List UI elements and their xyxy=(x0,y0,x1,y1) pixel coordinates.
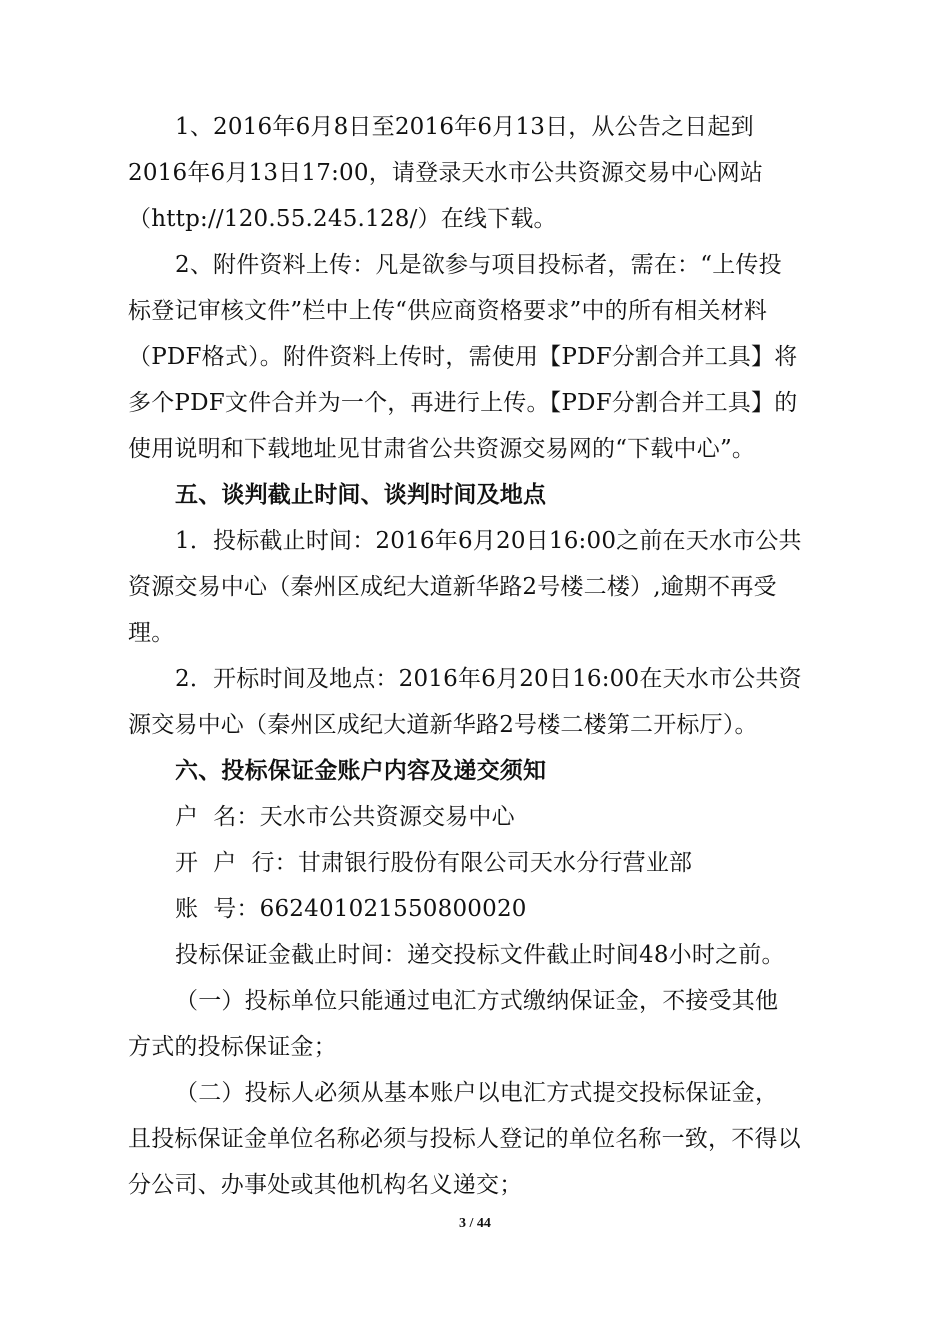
section-5-item-2-line-2: 源交易中心（秦州区成纪大道新华路2号楼二楼第二开标厅）。 xyxy=(128,712,758,738)
paragraph-2-line-5: 使用说明和下载地址见甘肃省公共资源交易网的“下载中心”。 xyxy=(128,436,756,462)
paragraph-2-line-2: 标登记审核文件”栏中上传“供应商资格要求”中的所有相关材料 xyxy=(128,298,768,324)
rule-2-line-1: （二）投标人必须从基本账户以电汇方式提交投标保证金， xyxy=(175,1080,779,1106)
bank-line: 开 户 行：甘肃银行股份有限公司天水分行营业部 xyxy=(175,850,693,876)
paragraph-1-line-1: 1、2016年6月8日至2016年6月13日，从公告之日起到 xyxy=(175,114,754,140)
section-5-item-1-line-1: 1．投标截止时间：2016年6月20日16:00之前在天水市公共 xyxy=(175,528,802,554)
deposit-deadline-line: 投标保证金截止时间：递交投标文件截止时间48小时之前。 xyxy=(175,942,785,968)
section-6-heading: 六、投标保证金账户内容及递交须知 xyxy=(175,757,547,784)
section-5-heading: 五、谈判截止时间、谈判时间及地点 xyxy=(175,481,547,508)
paragraph-2-line-4: 多个PDF文件合并为一个，再进行上传。【PDF分割合并工具】的 xyxy=(128,390,798,416)
section-5-item-2-line-1: 2．开标时间及地点：2016年6月20日16:00在天水市公共资 xyxy=(175,666,802,692)
paragraph-2-line-1: 2、附件资料上传：凡是欲参与项目投标者，需在：“上传投 xyxy=(175,252,782,278)
section-5-item-1-line-3: 理。 xyxy=(128,620,175,646)
account-name-line: 户 名：天水市公共资源交易中心 xyxy=(175,804,515,830)
rule-1-line-1: （一）投标单位只能通过电汇方式缴纳保证金，不接受其他 xyxy=(175,988,779,1014)
section-5-item-1-line-2: 资源交易中心（秦州区成纪大道新华路2号楼二楼）,逾期不再受 xyxy=(128,574,777,600)
paragraph-1-line-3: （http://120.55.245.128/）在线下载。 xyxy=(128,206,557,232)
rule-1-line-2: 方式的投标保证金； xyxy=(128,1034,337,1060)
paragraph-2-line-3: （PDF格式）。附件资料上传时，需使用【PDF分割合并工具】将 xyxy=(128,344,798,370)
paragraph-1-line-2: 2016年6月13日17:00，请登录天水市公共资源交易中心网站 xyxy=(128,160,764,186)
rule-2-line-3: 分公司、办事处或其他机构名义递交； xyxy=(128,1172,523,1198)
account-number-line: 账 号：662401021550800020 xyxy=(175,896,527,922)
rule-2-line-2: 且投标保证金单位名称必须与投标人登记的单位名称一致，不得以 xyxy=(128,1126,801,1152)
page-number: 3 / 44 xyxy=(459,1216,491,1231)
